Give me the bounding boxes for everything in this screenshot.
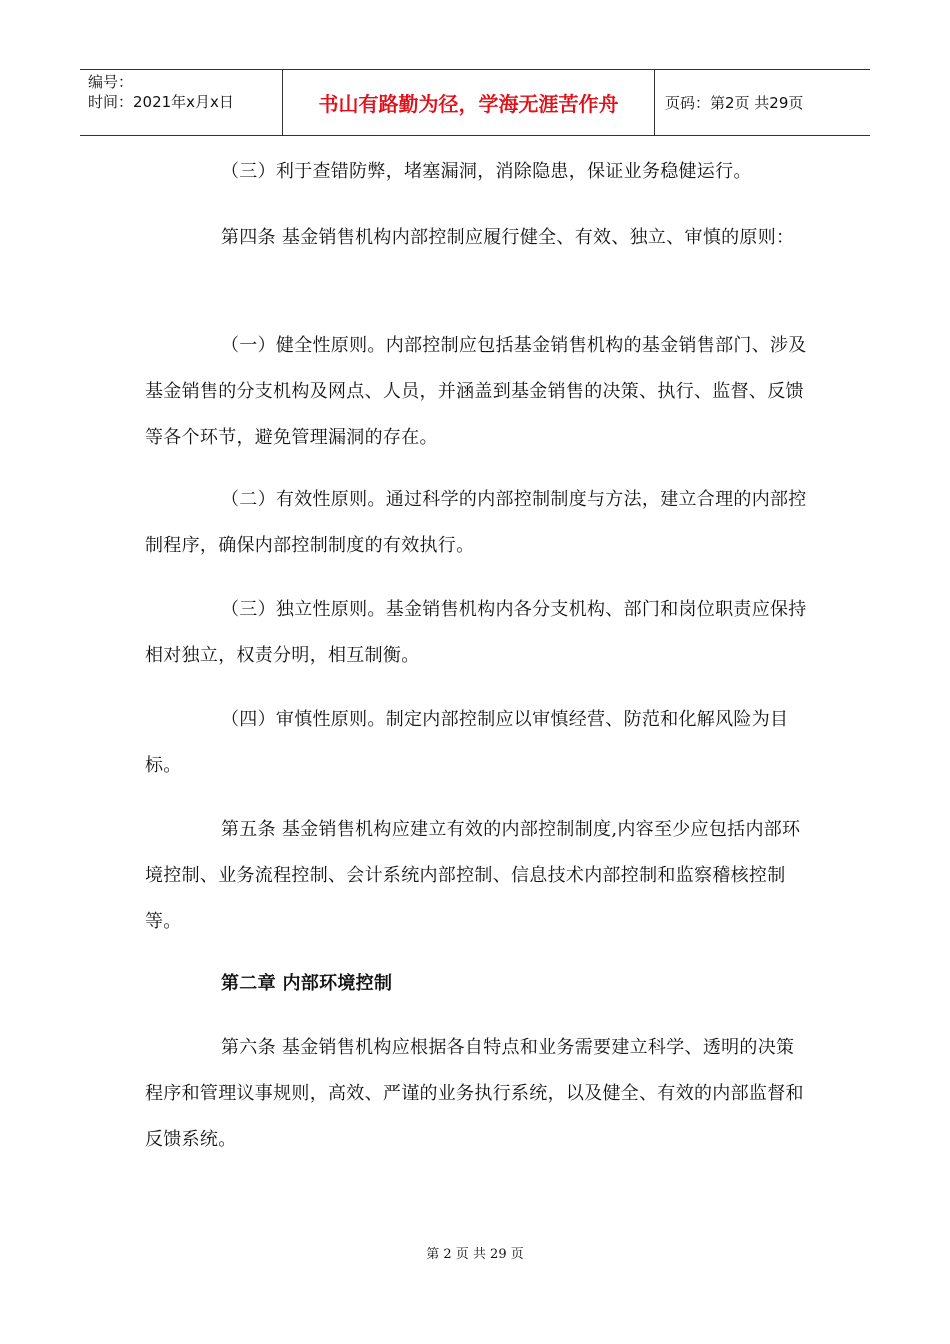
paragraph: 第六条 基金销售机构应根据各自特点和业务需要建立科学、透明的决策程序和管理议事规则，高效、严谨的业务执行系统，以及健全、有效的内部监督和反馈系统。 <box>145 1037 804 1150</box>
header-page-info: 页码：第2页 共29页 <box>665 94 804 112</box>
chapter-heading: 第二章 内部环境控制 <box>221 973 393 994</box>
document-date: 时间：2021年x月x日 <box>88 93 234 111</box>
paragraph: 第五条 基金销售机构应建立有效的内部控制制度,内容至少应包括内部环境控制、业务流程控制、会计系统内部控制、信息技术内部控制和监察稽核控制等。 <box>145 819 801 932</box>
paragraph: （三）利于查错防弊，堵塞漏洞，消除隐患，保证业务稳健运行。 <box>221 161 752 182</box>
page-footer: 第 2 页 共 29 页 <box>426 1247 524 1262</box>
document-number-label: 编号： <box>88 73 134 91</box>
page-header <box>80 69 870 136</box>
paragraph: （一）健全性原则。内部控制应包括基金销售机构的基金销售部门、涉及基金销售的分支机构及网点、人员，并涵盖到基金销售的决策、执行、监督、反馈等各个环节，避免管理漏洞的存在。 <box>145 335 807 448</box>
article-heading: 第四条 基金销售机构内部控制应履行健全、有效、独立、审慎的原则： <box>221 227 795 248</box>
paragraph: （三）独立性原则。基金销售机构内各分支机构、部门和岗位职责应保持相对独立，权责分明，相互制衡。 <box>145 599 807 666</box>
paragraph: （四）审慎性原则。制定内部控制应以审慎经营、防范和化解风险为目标。 <box>145 709 789 776</box>
paragraph: （二）有效性原则。通过科学的内部控制制度与方法，建立合理的内部控制程序，确保内部控制制度的有效执行。 <box>145 489 807 556</box>
header-meta <box>80 70 282 135</box>
header-motto: 书山有路勤为径，学海无涯苦作舟 <box>282 70 655 135</box>
